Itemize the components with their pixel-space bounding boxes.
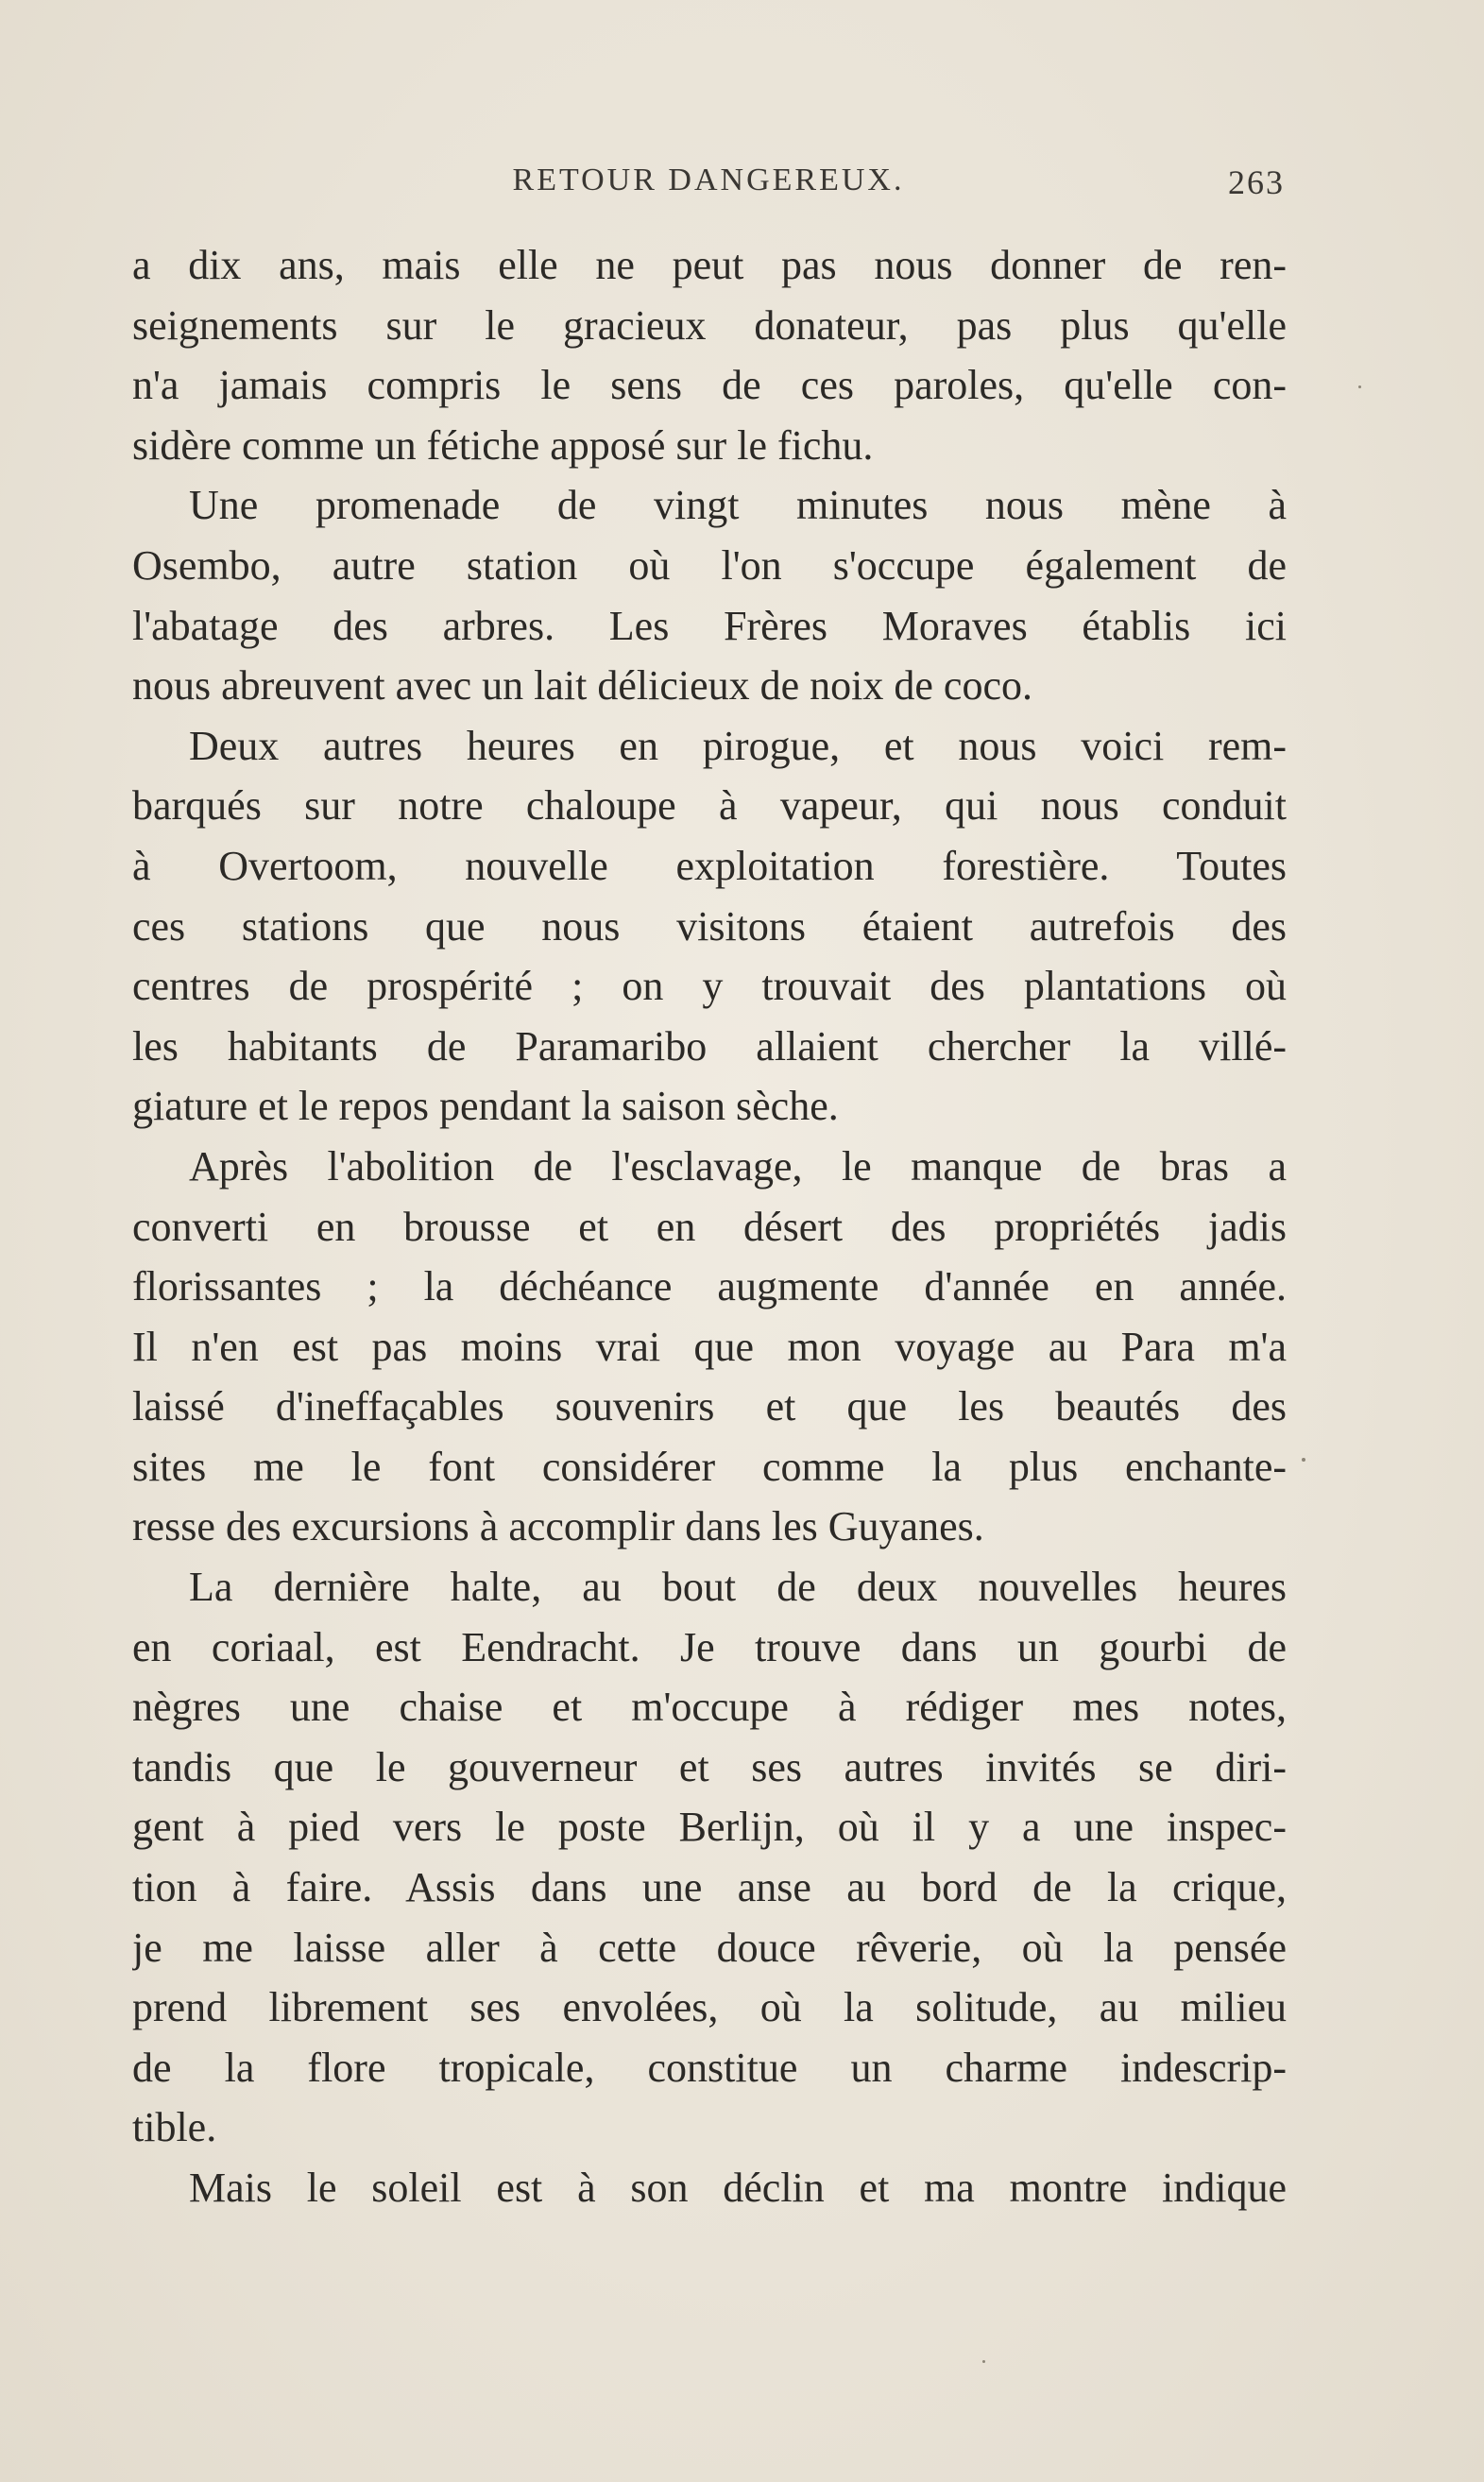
text-line: laissé d'ineffaçables souvenirs et que les beautés des bbox=[132, 1383, 1287, 1430]
text-line: Une promenade de vingt minutes nous mène à bbox=[189, 482, 1287, 529]
text-line: ces stations que nous visitons étaient autrefois des bbox=[132, 902, 1287, 950]
text-line: Après l'abolition de l'esclavage, le manque de bras a bbox=[189, 1142, 1287, 1190]
paper-speck bbox=[1358, 385, 1361, 388]
text-line: prend librement ses envolées, où la solitude, au milieu bbox=[132, 1984, 1287, 2031]
text-line: Il n'en est pas moins vrai que mon voyage au Para m'a bbox=[132, 1323, 1287, 1370]
text-line: La dernière halte, au bout de deux nouvelles heures bbox=[189, 1564, 1287, 1611]
paper-speck bbox=[1302, 1458, 1305, 1462]
body-text bbox=[132, 235, 1287, 2218]
text-line: tion à faire. Assis dans une anse au bord de la crique, bbox=[132, 1864, 1287, 1911]
text-line: nous abreuvent avec un lait délicieux de noix de coco. bbox=[132, 662, 1032, 710]
text-line: barqués sur notre chaloupe à vapeur, qui nous conduit bbox=[132, 782, 1287, 830]
text-line: a dix ans, mais elle ne peut pas nous donner de ren- bbox=[132, 242, 1287, 288]
text-line: centres de prospérité ; on y trouvait des plantations où bbox=[132, 963, 1287, 1010]
text-line: Osembo, autre station où l'on s'occupe également de bbox=[132, 541, 1287, 589]
paper-speck bbox=[982, 2360, 985, 2363]
text-line: de la flore tropicale, constitue un charme indescrip- bbox=[132, 2044, 1287, 2091]
text-line: je me laisse aller à cette douce rêverie, où la pensée bbox=[132, 1924, 1287, 1971]
text-line: n'a jamais compris le sens de ces paroles, qu'elle con- bbox=[132, 362, 1287, 409]
text-line: Mais le soleil est à son déclin et ma montre indique bbox=[189, 2165, 1287, 2211]
text-line: resse des excursions à accomplir dans les Guyanes. bbox=[132, 1503, 984, 1550]
text-line: florissantes ; la déchéance augmente d'année en année. bbox=[132, 1263, 1287, 1310]
text-line: en coriaal, est Eendracht. Je trouve dans un gourbi de bbox=[132, 1623, 1287, 1670]
text-line: tandis que le gouverneur et ses autres invités se diri- bbox=[132, 1743, 1287, 1790]
text-line: nègres une chaise et m'occupe à rédiger mes notes, bbox=[132, 1684, 1287, 1731]
text-line: converti en brousse et en désert des propriétés jadis bbox=[132, 1203, 1287, 1250]
text-line: sidère comme un fétiche apposé sur le fichu. bbox=[132, 421, 874, 469]
page-number: 263 bbox=[1228, 163, 1285, 201]
running-title: RETOUR DANGEREUX. bbox=[512, 163, 905, 197]
text-line: à Overtoom, nouvelle exploitation forestière. Toutes bbox=[132, 842, 1287, 889]
text-line: Deux autres heures en pirogue, et nous voici rem- bbox=[189, 722, 1287, 769]
text-line: tible. bbox=[132, 2104, 217, 2151]
text-line: les habitants de Paramaribo allaient chercher la villé- bbox=[132, 1022, 1287, 1070]
text-line: seignements sur le gracieux donateur, pas plus qu'elle bbox=[132, 301, 1287, 349]
text-line: giature et le repos pendant la saison sèche. bbox=[132, 1083, 839, 1130]
text-line: sites me le font considérer comme la plus enchante- bbox=[132, 1443, 1287, 1490]
text-line: gent à pied vers le poste Berlijn, où il y a une inspec- bbox=[132, 1804, 1287, 1851]
text-line: l'abatage des arbres. Les Frères Moraves établis ici bbox=[132, 602, 1287, 649]
page-header bbox=[132, 163, 1285, 210]
